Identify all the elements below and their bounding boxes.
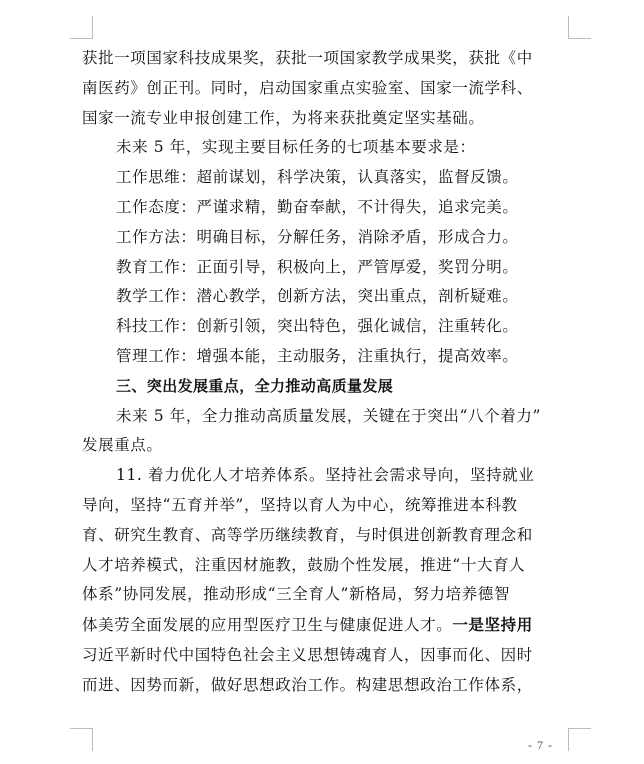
requirement-item: 教育工作：正面引导，积极向上，严管厚爱，奖罚分明。 (116, 257, 519, 276)
crop-mark-bottom-left (70, 728, 93, 751)
text-line: 导向，坚持“五育并举”，坚持以育人为中心，统筹推进本科教 (82, 495, 518, 514)
requirement-item: 管理工作：增强本能，主动服务，注重执行，提高效率。 (116, 346, 519, 365)
requirement-item: 工作方法：明确目标，分解任务，消除矛盾，形成合力。 (116, 227, 519, 246)
requirement-item: 科技工作：创新引领，突出特色，强化诚信，注重转化。 (116, 317, 519, 336)
text-line (82, 610, 570, 641)
requirement-item: 工作思维：超前谋划，科学决策，认真落实，监督反馈。 (116, 168, 519, 187)
text-line-part: 体美劳全面发展的应用型医疗卫生与健康促进人才。 (82, 616, 453, 635)
crop-mark-top-left (70, 16, 93, 39)
text-line: 未来 5 年，全力推动高质量发展，关键在于突出“八个着力” (116, 406, 541, 425)
requirement-item: 工作态度：严谨求精，勤奋奉献，不计得失，追求完美。 (116, 197, 519, 216)
text-line: 体系”协同发展，推动形成“三全育人”新格局，努力培养德智 (82, 585, 511, 604)
text-line: 育、研究生教育、高等学历继续教育，与时俱进创新教育理念和 (82, 525, 533, 544)
text-line: 而进、因势而新，做好思想政治工作。构建思想政治工作体系， (82, 675, 533, 694)
text-line: 11. 着力优化人才培养体系。坚持社会需求导向，坚持就业 (116, 466, 535, 485)
text-line: 国家一流专业申报创建工作，为将来获批奠定坚实基础。 (82, 108, 485, 127)
document-body (82, 44, 570, 701)
crop-mark-top-right (568, 16, 591, 39)
text-line: 习近平新时代中国特色社会主义思想铸魂育人，因事而化、因时 (82, 645, 533, 664)
text-line: 未来 5 年，实现主要目标任务的七项基本要求是： (116, 138, 476, 157)
text-line: 人才培养模式，注重因材施教，鼓励个性发展，推进“十大育人 (82, 555, 526, 574)
text-line: 获批一项国家科技成果奖，获批一项国家教学成果奖，获批《中 (82, 49, 533, 67)
section-heading: 三、突出发展重点，全力推动高质量发展 (116, 376, 394, 395)
text-line: 南医药》创正刊。同时，启动国家重点实验室、国家一流学科、 (82, 78, 533, 97)
bold-lead-text: 一是坚持用 (452, 615, 533, 635)
crop-mark-bottom-right (568, 728, 591, 751)
requirement-item: 教学工作：潜心教学，创新方法，突出重点，剖析疑难。 (116, 287, 519, 306)
page-number: - 7 - (528, 738, 553, 752)
text-line: 发展重点。 (82, 436, 163, 455)
